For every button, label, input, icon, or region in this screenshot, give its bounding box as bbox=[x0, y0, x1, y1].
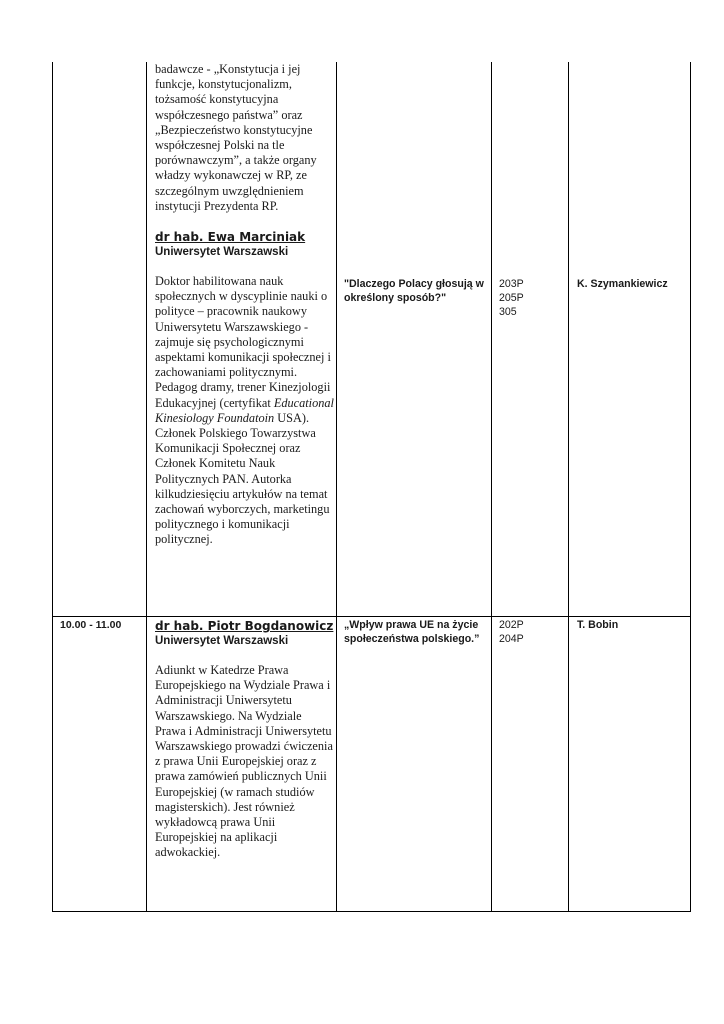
table-divider-topic bbox=[491, 62, 492, 912]
previous-bio-continuation: badawcze - „Konstytucja i jej funkcje, konstytucjonalizm, tożsamość konstytucyjna współczesnego państwa” oraz „Bezpieczeństwo konstytucyjne współczesnej Polski na tle porównawczym”, a także organy władzy wykonawczej w RP, ze szczególnym uwzględnieniem instytucji Prezydenta RP. bbox=[155, 62, 317, 213]
table-divider-time bbox=[146, 62, 147, 912]
lecture-topic: "Dlaczego Polacy głosują w określony sposób?" bbox=[344, 278, 484, 304]
speaker-university: Uniwersytet Warszawski bbox=[155, 635, 289, 647]
lecture-topic: „Wpływ prawa UE na życie społeczeństwa polskiego.” bbox=[344, 619, 480, 645]
chair-name: K. Szymankiewicz bbox=[577, 278, 668, 290]
speaker-bio: Doktor habilitowana nauk społecznych w dyscyplinie nauki o polityce – pracownik naukowy Uniwersytetu Warszawskiego - zajmuje się psychologicznymi aspektami komunikacji społecznej i zachowaniami politycznymi. Pedagog dramy, trener Kinezjologii Edukacyjnej (certyfikat Educational Kinesiology Foundatoin USA). Członek Polskiego Towarzystwa Komunikacji Społecznej oraz Członek Komitetu Nauk Politycznych PAN. Autorka kilkudziesięciu artykułów na temat zachowań wyborczych, marketingu politycznego i komunikacji politycznej. bbox=[155, 274, 334, 547]
room-item: 203P bbox=[499, 278, 524, 290]
speaker-university: Uniwersytet Warszawski bbox=[155, 246, 289, 259]
speaker-name: dr hab. Ewa Marciniak bbox=[155, 230, 306, 245]
table-divider-speaker bbox=[336, 62, 337, 912]
table-border-bottom bbox=[52, 911, 691, 912]
rooms-list bbox=[499, 619, 559, 647]
speaker-name: dr hab. Piotr Bogdanowicz bbox=[155, 619, 334, 633]
room-item: 305 bbox=[499, 305, 517, 318]
table-border-right bbox=[690, 62, 691, 912]
table-divider-rooms bbox=[568, 62, 569, 912]
speaker-cell bbox=[155, 62, 335, 548]
chair-name: T. Bobin bbox=[577, 619, 619, 631]
speaker-cell bbox=[155, 618, 335, 861]
table-row-divider bbox=[52, 616, 691, 617]
room-item: 202P bbox=[499, 619, 524, 631]
table-border-left bbox=[52, 62, 53, 912]
time-slot: 10.00 - 11.00 bbox=[60, 619, 122, 631]
rooms-list bbox=[499, 278, 559, 319]
speaker-bio: Adiunkt w Katedrze Prawa Europejskiego na Wydziale Prawa i Administracji Uniwersytetu Warszawskiego. Na Wydziale Prawa i Administracji Uniwersytetu Warszawskiego prowadzi ćwiczenia z prawa Unii Europejskiej oraz z prawa zamówień publicznych Unii Europejskiej (w ramach studiów magisterskich). Jest również wykładowcą prawa Unii Europejskiej na aplikacji adwokackiej. bbox=[155, 663, 333, 860]
room-item: 204P bbox=[499, 632, 524, 645]
room-item: 205P bbox=[499, 291, 524, 304]
